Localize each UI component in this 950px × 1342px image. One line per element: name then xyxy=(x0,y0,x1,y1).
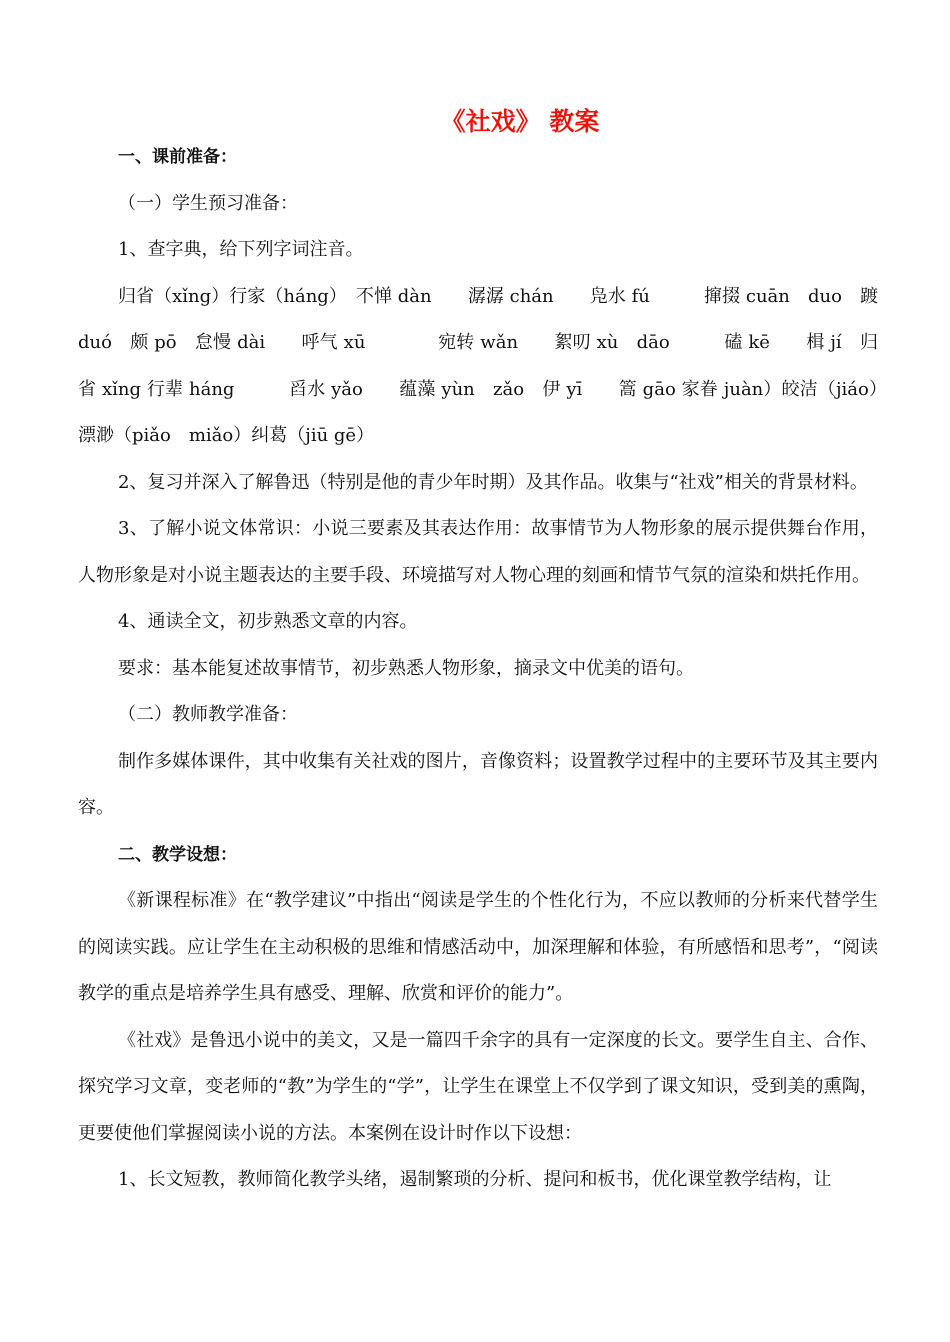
document-title: 《社戏》 教案 xyxy=(440,107,600,136)
section-heading-prep: 一、课前准备： xyxy=(118,147,237,167)
paragraph: 要求：基本能复述故事情节，初步熟悉人物形象，摘录文中优美的语句。 xyxy=(118,657,694,679)
document-body xyxy=(78,134,878,1204)
paragraph: 4、通读全文，初步熟悉文章的内容。 xyxy=(118,611,418,632)
paragraph: 3、了解小说文体常识：小说三要素及其表达作用：故事情节为人物形象的展示提供舞台作用，人物形象是对小说主题表达的主要手段、环境描写对人物心理的刻画和情节气氛的渲染和烘托作用。 xyxy=(78,518,878,586)
section-heading-design: 二、教学设想： xyxy=(118,844,237,865)
subheading-student-prep: （一）学生预习准备： xyxy=(118,192,298,214)
subheading-teacher-prep: （二）教师教学准备： xyxy=(118,704,298,725)
paragraph: 《社戏》是鲁迅小说中的美文，又是一篇四千余字的具有一定深度的长文。要学生自主、合作、探究学习文章，变老师的“教”为学生的“学”，让学生在课堂上不仅学到了课文知识，受到美的熏陶，更要使他们掌握阅读小说的方法。本案例在设计时作以下设想： xyxy=(78,1029,878,1144)
paragraph: 《新课程标准》在“教学建议”中指出“阅读是学生的个性化行为，不应以教师的分析来代替学生的阅读实践。应让学生在主动积极的思维和情感活动中，加深理解和体验，有所感悟和思考”，“阅读教学的重点是培养学生具有感受、理解、欣赏和评价的能力”。 xyxy=(78,890,878,1004)
paragraph: 2、复习并深入了解鲁迅（特别是他的青少年时期）及其作品。收集与“社戏”相关的背景材料。 xyxy=(118,471,868,493)
paragraph: 1、长文短教，教师简化教学头绪，遏制繁琐的分析、提问和板书，优化课堂教学结构，让 xyxy=(118,1169,832,1190)
paragraph: 制作多媒体课件，其中收集有关社戏的图片，音像资料；设置教学过程中的主要环节及其主要内容。 xyxy=(78,750,878,818)
pinyin-list: 归省（xǐng）行家（háng） 不惮 dàn 潺潺 chán 凫水 fú 撺掇 cuān duo 踱 duó 颇 pō 怠慢 dài 呼气 xū 宛转 wǎn 絮叨 xù dāo 磕 kē 楫 jí 归省 xǐng 行辈 háng 舀水 yǎo 蕴藻 yùn zǎo 伊 yī 篙 gāo 家眷 juàn）皎洁（jiáo）漂渺（piǎo miǎo）纠葛（jiū gē） xyxy=(78,285,878,446)
paragraph: 1、查字典，给下列字词注音。 xyxy=(118,239,364,260)
